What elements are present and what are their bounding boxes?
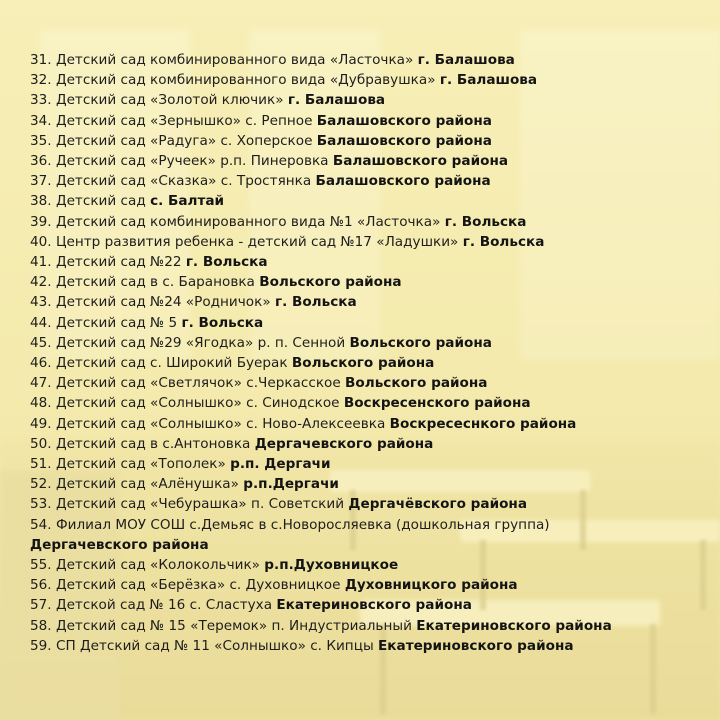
list-item bbox=[30, 232, 612, 252]
item-number: 56. bbox=[30, 577, 52, 594]
list-item bbox=[30, 515, 612, 535]
list-item bbox=[30, 575, 612, 595]
item-number: 53. bbox=[30, 496, 52, 513]
item-number: 41. bbox=[30, 254, 52, 271]
item-name: Детский сад № 5 bbox=[55, 314, 178, 331]
item-number: 45. bbox=[30, 334, 52, 351]
list-item bbox=[30, 636, 612, 656]
item-number: 36. bbox=[30, 153, 52, 170]
item-name: Детский сад «Светлячок» с.Черкасское bbox=[55, 375, 341, 392]
list-item bbox=[30, 535, 612, 555]
item-location: г. Балашова bbox=[439, 72, 538, 89]
item-number: 37. bbox=[30, 173, 52, 190]
list-item bbox=[30, 434, 612, 454]
item-name: Центр развития ребенка - детский сад №17 «Ладушки» bbox=[55, 233, 459, 250]
item-number: 48. bbox=[30, 395, 52, 412]
list-item bbox=[30, 494, 612, 514]
item-number: 44. bbox=[30, 314, 52, 331]
list-item bbox=[30, 272, 612, 292]
item-number: 43. bbox=[30, 294, 52, 311]
item-location: г. Вольска bbox=[462, 233, 545, 250]
item-location: г. Балашова bbox=[417, 52, 515, 68]
list-item bbox=[30, 353, 612, 373]
item-name: Детский сад комбинированного вида «Дубравушка» bbox=[55, 72, 436, 89]
item-name: Детский сад bbox=[55, 193, 146, 210]
item-location: Воскресеснкого района bbox=[389, 415, 577, 432]
item-location: Балашовского района bbox=[332, 153, 509, 170]
item-location: Воскресенского района bbox=[343, 395, 531, 412]
item-number: 50. bbox=[30, 435, 52, 452]
list-item bbox=[30, 292, 612, 312]
item-name: Детский сад комбинированного вида «Ласточка» bbox=[55, 52, 414, 68]
item-name: СП Детский сад № 11 «Солнышко» с. Кипцы bbox=[55, 637, 374, 654]
list-item bbox=[30, 131, 612, 151]
item-name: Детский сад №24 «Родничок» bbox=[55, 294, 271, 311]
item-number: 55. bbox=[30, 557, 52, 574]
item-location: Вольского района bbox=[345, 375, 488, 392]
item-name: Детский сад с. Широкий Буерак bbox=[55, 355, 288, 372]
list-item bbox=[30, 70, 612, 90]
item-number: 42. bbox=[30, 274, 52, 291]
item-name: Детский сад №22 bbox=[55, 254, 182, 271]
item-name: Детский сад «Радуга» с. Хоперское bbox=[55, 132, 313, 149]
item-number: 32. bbox=[30, 72, 52, 89]
item-name: Детский сад в с. Барановка bbox=[55, 274, 255, 291]
item-name: Детский сад «Колокольчик» bbox=[55, 557, 260, 574]
item-location: г. Вольска bbox=[274, 294, 357, 311]
item-name: Детский сад «Солнышко» с. Ново-Алексеевка bbox=[55, 415, 386, 432]
item-location: Вольского района bbox=[291, 355, 435, 372]
item-number: 51. bbox=[30, 456, 52, 473]
item-number: 46. bbox=[30, 355, 52, 372]
list-item bbox=[30, 171, 612, 191]
item-location: г. Вольска bbox=[181, 314, 264, 331]
list-item bbox=[30, 616, 612, 636]
item-location: р.п. Дергачи bbox=[230, 456, 331, 473]
item-name: Детский сад в с.Антоновка bbox=[55, 435, 251, 452]
item-name: Детский сад «Тополек» bbox=[55, 456, 226, 473]
item-name: Детский сад «Зернышко» с. Репное bbox=[55, 112, 313, 129]
item-location: Дергачевского района bbox=[30, 536, 209, 553]
item-name: Детский сад «Чебурашка» п. Советский bbox=[55, 496, 345, 513]
list-item bbox=[30, 252, 612, 272]
item-number: 34. bbox=[30, 112, 52, 129]
item-name: Детский сад «Золотой ключик» bbox=[55, 92, 284, 109]
item-location: Екатериновского района bbox=[276, 597, 472, 614]
item-name: Филиал МОУ СОШ с.Демьяс в с.Новоросляевка (дошкольная группа) bbox=[55, 516, 550, 533]
list-item bbox=[30, 90, 612, 110]
item-name: Детский сад комбинированного вида №1 «Ласточка» bbox=[55, 213, 441, 230]
item-number: 49. bbox=[30, 415, 52, 432]
item-name: Детский сад «Алёнушка» bbox=[55, 476, 239, 493]
list-item bbox=[30, 333, 612, 353]
item-number: 31. bbox=[30, 52, 52, 68]
item-location: р.п.Духовницкое bbox=[264, 557, 399, 574]
item-location: р.п.Дергачи bbox=[243, 476, 339, 493]
item-location: Балашовского района bbox=[316, 132, 492, 149]
item-location: г. Балашова bbox=[287, 92, 386, 109]
item-location: Балашовского района bbox=[316, 112, 492, 129]
list-item bbox=[30, 373, 612, 393]
list-item bbox=[30, 111, 612, 131]
item-number: 38. bbox=[30, 193, 52, 210]
kindergarten-list bbox=[30, 50, 612, 656]
item-number: 52. bbox=[30, 476, 52, 493]
list-item bbox=[30, 191, 612, 211]
item-number: 59. bbox=[30, 637, 52, 654]
item-location: Дергачевского района bbox=[254, 435, 434, 452]
item-location: г. Вольска bbox=[185, 254, 268, 271]
item-location: Екатериновского района bbox=[416, 617, 612, 634]
list-item bbox=[30, 414, 612, 434]
item-name: Детской сад № 16 с. Сластуха bbox=[55, 597, 273, 614]
list-item bbox=[30, 151, 612, 171]
item-name: Детский сад «Берёзка» с. Духовницкое bbox=[55, 577, 345, 594]
item-location: Вольского района bbox=[349, 334, 492, 351]
item-number: 40. bbox=[30, 233, 52, 250]
list-item bbox=[30, 474, 612, 494]
item-number: 35. bbox=[30, 132, 52, 149]
item-location: Духовницкого района bbox=[344, 577, 518, 594]
list-item bbox=[30, 50, 612, 70]
list-item bbox=[30, 595, 612, 615]
item-name: Детский сад «Солнышко» с. Синодское bbox=[55, 395, 340, 412]
item-location: Вольского района bbox=[259, 274, 402, 291]
item-location: Екатериновского района bbox=[378, 637, 574, 654]
item-name: Детский сад «Ручеек» р.п. Пинеровка bbox=[55, 153, 329, 170]
item-name: Детский сад «Сказка» с. Тростянка bbox=[55, 173, 312, 190]
item-number: 33. bbox=[30, 92, 52, 109]
item-location: с. Балтай bbox=[150, 193, 225, 210]
item-number: 58. bbox=[30, 617, 52, 634]
item-number: 47. bbox=[30, 375, 52, 392]
item-name: Детский сад №29 «Ягодка» р. п. Сенной bbox=[55, 334, 346, 351]
list-item bbox=[30, 212, 612, 232]
item-location: Дергачёвского района bbox=[348, 496, 527, 513]
item-number: 39. bbox=[30, 213, 52, 230]
list-item bbox=[30, 454, 612, 474]
item-location: Балашовского района bbox=[315, 173, 491, 190]
item-number: 57. bbox=[30, 597, 52, 614]
list-item bbox=[30, 313, 612, 333]
item-name: Детский сад № 15 «Теремок» п. Индустриальный bbox=[55, 617, 412, 634]
item-location: г. Вольска bbox=[444, 213, 527, 230]
item-number: 54. bbox=[30, 516, 52, 533]
list-item bbox=[30, 393, 612, 413]
list-item bbox=[30, 555, 612, 575]
